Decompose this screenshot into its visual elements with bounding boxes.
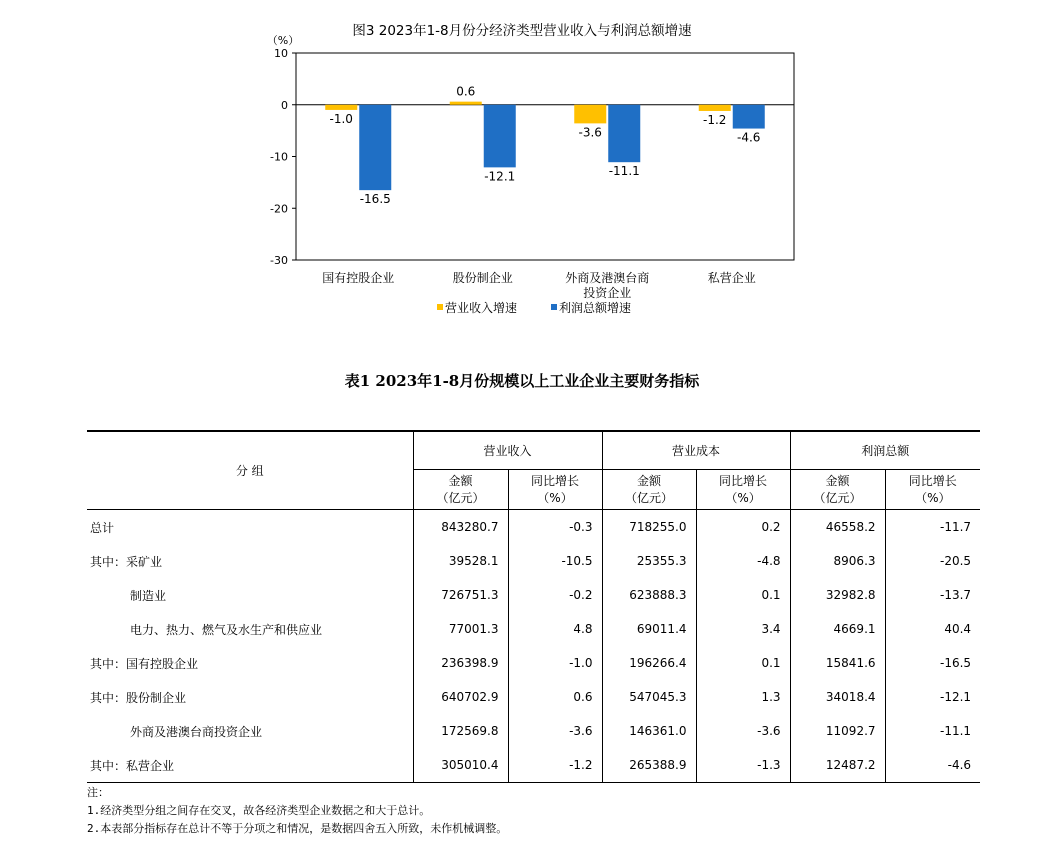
table-cell: 0.2 — [696, 510, 790, 545]
bar-profit — [359, 105, 391, 190]
table-cell: 77001.3 — [413, 612, 508, 646]
chart-legend — [437, 300, 631, 315]
table-cell: 547045.3 — [602, 680, 696, 714]
table-cell: 15841.6 — [790, 646, 885, 680]
bar-revenue — [325, 105, 357, 110]
subheader-unit: （%） — [537, 490, 573, 505]
subheader-growth — [885, 470, 980, 510]
table-cell: 623888.3 — [602, 578, 696, 612]
row-label: 其中：采矿业 — [90, 554, 163, 569]
table-cell: -1.2 — [508, 748, 602, 783]
legend-label: 营业收入增速 — [445, 301, 518, 315]
table-cell: 25355.3 — [602, 544, 696, 578]
table-cell: -13.7 — [885, 578, 980, 612]
bar-data-label: -1.2 — [703, 112, 727, 127]
category-label: 私营企业 — [707, 271, 756, 285]
bar-profit — [484, 105, 516, 168]
subheader-line: 同比增长 — [908, 473, 957, 488]
table-cell: -1.3 — [696, 748, 790, 783]
table-cell: -0.3 — [508, 510, 602, 545]
table-cell: 12487.2 — [790, 748, 885, 783]
table-cell: 32982.8 — [790, 578, 885, 612]
subheader-growth — [696, 470, 790, 510]
table-cell: 718255.0 — [602, 510, 696, 545]
subheader-line: 同比增长 — [531, 473, 580, 488]
table-cell: 69011.4 — [602, 612, 696, 646]
legend-swatch — [551, 304, 557, 310]
table-cell: -3.6 — [696, 714, 790, 748]
table-title: 表1 2023年1-8月份规模以上工业企业主要财务指标 — [344, 372, 700, 390]
subheader-unit: （%） — [725, 490, 761, 505]
table-cell: -11.7 — [885, 510, 980, 545]
group-revenue-header: 营业收入 — [413, 431, 602, 470]
table-row — [87, 612, 980, 646]
group-profit-header: 利润总额 — [790, 431, 980, 470]
table-cell: 0.1 — [696, 646, 790, 680]
financial-indicators-table — [87, 430, 980, 783]
subheader-line: 金额 — [448, 473, 473, 488]
table-cell: -0.2 — [508, 578, 602, 612]
subheader-unit: （亿元） — [436, 490, 485, 505]
note-2: 2.本表部分指标存在总计不等于分项之和情况，是数据四舍五入所致，未作机械调整。 — [87, 822, 508, 835]
category-label: 外商及港澳台商 — [565, 271, 650, 285]
bar-profit — [733, 105, 765, 129]
table-row — [87, 714, 980, 748]
table-row — [87, 578, 980, 612]
table-cell: 196266.4 — [602, 646, 696, 680]
subheader-line: 金额 — [637, 473, 662, 488]
table-cell: 1.3 — [696, 680, 790, 714]
table-cell: -4.8 — [696, 544, 790, 578]
table-cell: 4669.1 — [790, 612, 885, 646]
bar-data-label: -4.6 — [737, 130, 761, 145]
subheader-unit: （亿元） — [625, 490, 674, 505]
legend-label: 利润总额增速 — [559, 301, 632, 315]
row-label: 外商及港澳台商投资企业 — [130, 724, 263, 739]
table-cell: -3.6 — [508, 714, 602, 748]
bar-revenue — [574, 105, 606, 124]
category-label: 国有控股企业 — [322, 271, 395, 285]
chart-title: 图3 2023年1-8月份分经济类型营业收入与利润总额增速 — [352, 23, 692, 39]
row-label: 其中：股份制企业 — [90, 690, 187, 705]
table-cell: 46558.2 — [790, 510, 885, 545]
subheader-line: 同比增长 — [719, 473, 768, 488]
table-cell: 8906.3 — [790, 544, 885, 578]
chart-axes — [267, 34, 794, 267]
table-cell: -16.5 — [885, 646, 980, 680]
y-axis-label: （%） — [266, 34, 300, 47]
bar-profit — [608, 105, 640, 162]
row-label: 总计 — [90, 520, 115, 535]
y-tick-label: -30 — [270, 254, 288, 267]
y-tick-label: -10 — [270, 150, 288, 164]
bar-data-label: 0.6 — [456, 84, 476, 99]
note-heading: 注： — [87, 786, 109, 799]
table-cell: -1.0 — [508, 646, 602, 680]
table-cell: 265388.9 — [602, 748, 696, 783]
table-cell: 39528.1 — [413, 544, 508, 578]
table-cell: 172569.8 — [413, 714, 508, 748]
bar-revenue — [450, 102, 482, 105]
table-cell: 843280.7 — [413, 510, 508, 545]
table-cell: -20.5 — [885, 544, 980, 578]
table-cell: 726751.3 — [413, 578, 508, 612]
bar-data-label: -12.1 — [484, 169, 516, 184]
table-cell: 305010.4 — [413, 748, 508, 783]
bar-data-label: -1.0 — [329, 111, 353, 126]
bar-data-label: -16.5 — [359, 192, 391, 207]
y-tick-label: 0 — [281, 98, 288, 112]
table-row — [87, 646, 980, 680]
table-cell: -11.1 — [885, 714, 980, 748]
chart-bars — [325, 102, 765, 190]
subheader-amount — [790, 470, 885, 510]
table-cell: 146361.0 — [602, 714, 696, 748]
table-cell: 0.1 — [696, 578, 790, 612]
group-cost-header: 营业成本 — [602, 431, 790, 470]
table-cell: -4.6 — [885, 748, 980, 783]
notes — [87, 784, 507, 838]
table-cell: 3.4 — [696, 612, 790, 646]
bar-data-label: -3.6 — [578, 125, 602, 140]
table-cell: 4.8 — [508, 612, 602, 646]
bar-revenue — [699, 105, 731, 111]
subheader-amount — [413, 470, 508, 510]
table-cell: 0.6 — [508, 680, 602, 714]
category-label: 股份制企业 — [452, 271, 513, 285]
y-tick-label: -20 — [270, 202, 288, 216]
table-cell: 40.4 — [885, 612, 980, 646]
table-cell: 11092.7 — [790, 714, 885, 748]
subheader-amount — [602, 470, 696, 510]
table-row — [87, 544, 980, 578]
table-cell: 34018.4 — [790, 680, 885, 714]
row-label: 制造业 — [130, 588, 167, 603]
row-label: 其中：国有控股企业 — [90, 656, 199, 671]
bar-data-label: -11.1 — [608, 164, 640, 179]
table-row — [87, 680, 980, 714]
legend-swatch — [437, 304, 443, 310]
subheader-line: 金额 — [825, 473, 850, 488]
table-cell: 236398.9 — [413, 646, 508, 680]
row-label: 电力、热力、燃气及水生产和供应业 — [130, 622, 323, 637]
table-cell: -10.5 — [508, 544, 602, 578]
table-row — [87, 510, 980, 545]
note-1: 1.经济类型分组之间存在交叉，故各经济类型企业数据之和大于总计。 — [87, 804, 431, 817]
y-tick-label: 10 — [274, 47, 288, 60]
table-row — [87, 748, 980, 783]
subheader-unit: （%） — [915, 490, 951, 505]
row-label: 其中：私营企业 — [87, 748, 413, 783]
table-cell: 640702.9 — [413, 680, 508, 714]
group-header: 分 组 — [87, 431, 413, 510]
table-cell: -12.1 — [885, 680, 980, 714]
bar-chart — [0, 30, 1044, 320]
subheader-growth — [508, 470, 602, 510]
category-label: 投资企业 — [583, 286, 632, 300]
subheader-unit: （亿元） — [813, 490, 862, 505]
